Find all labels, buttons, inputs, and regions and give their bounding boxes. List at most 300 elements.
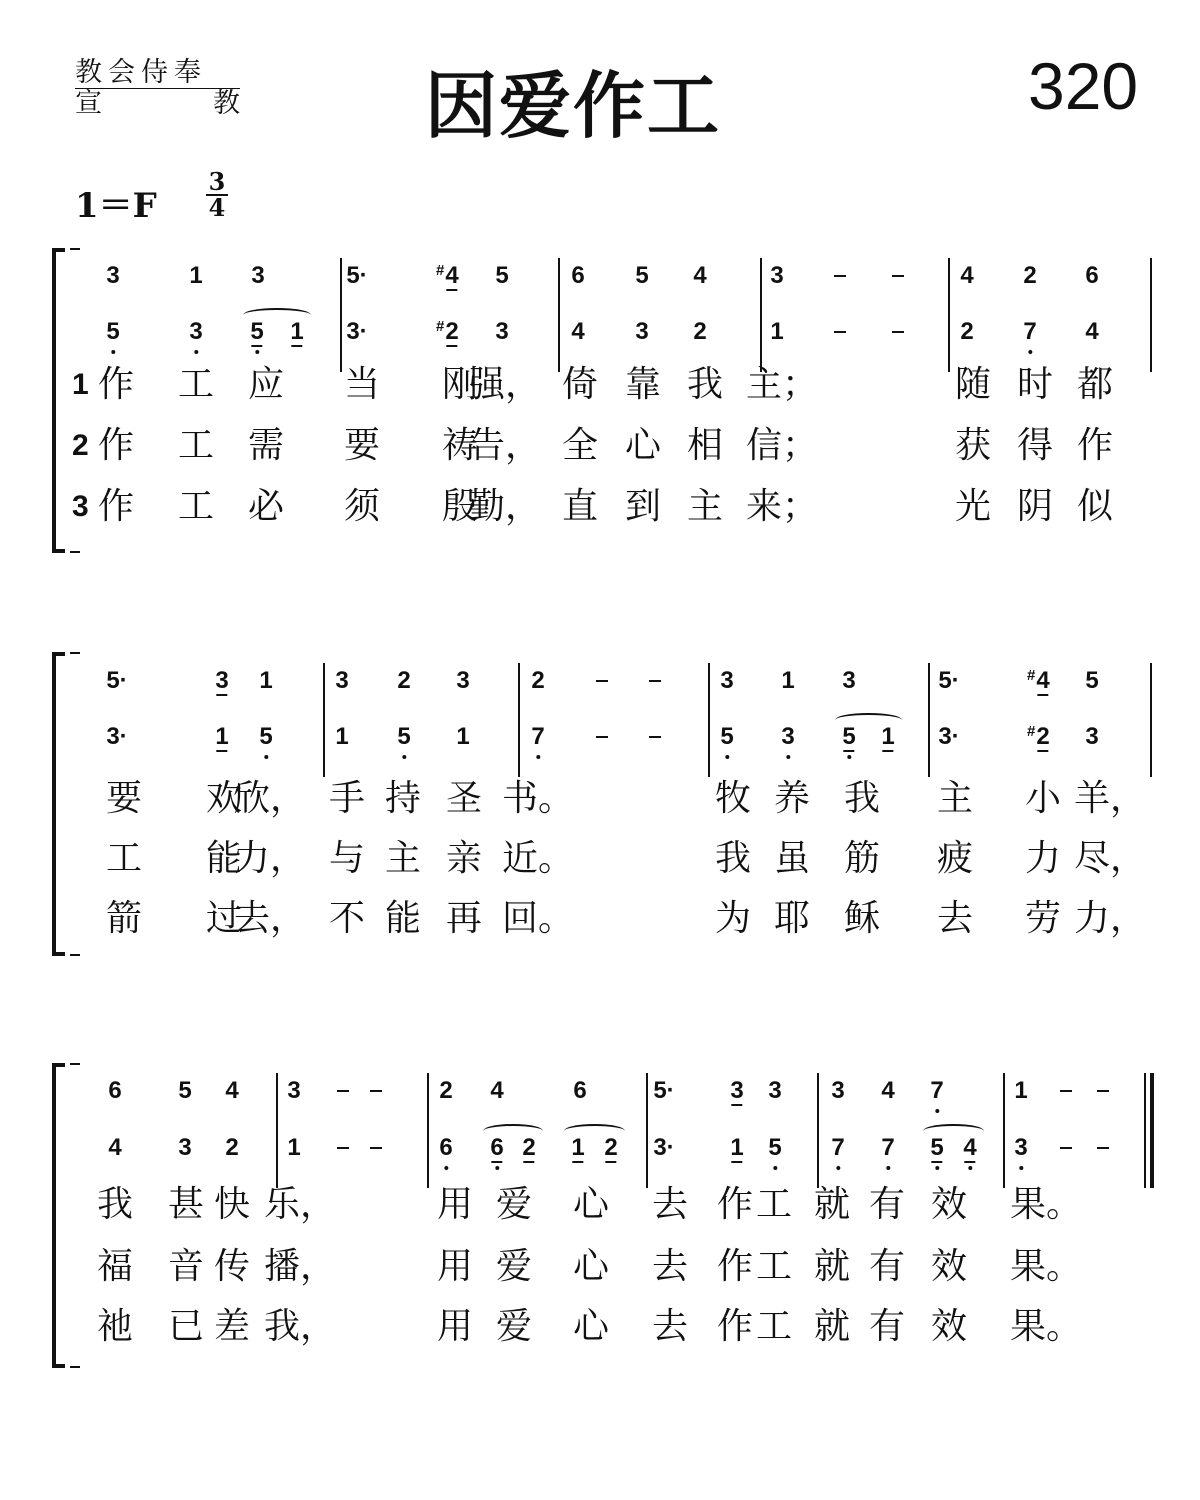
lyric-char: 需	[247, 425, 285, 466]
note-digit: 3	[730, 1077, 744, 1104]
lyric-char: 我，	[263, 1306, 337, 1347]
note	[531, 667, 544, 695]
lyric-char: 倚	[561, 364, 599, 405]
lyric-char: 直	[561, 486, 599, 527]
eighth-underline	[446, 289, 457, 291]
note	[531, 723, 544, 751]
note	[1026, 667, 1050, 695]
lyric-char: 主；	[745, 364, 819, 405]
hymn-title: 因爱作工	[425, 63, 722, 148]
note-digit: 3	[768, 1077, 782, 1104]
note-digit: 6	[571, 262, 585, 289]
lower-octave-dot	[968, 1166, 972, 1170]
note	[1023, 262, 1036, 290]
note	[178, 1077, 191, 1105]
note	[881, 1134, 894, 1162]
lower-octave-dot	[886, 1166, 890, 1170]
lower-octave-dot	[773, 1166, 777, 1170]
lower-octave-dot	[536, 755, 540, 759]
lyric-char: 劳	[1024, 898, 1062, 939]
note-digit: 2	[960, 318, 974, 345]
lyric-char: 应	[247, 364, 285, 405]
final-barline	[1144, 1073, 1146, 1188]
sharp-sign: #	[435, 318, 445, 335]
eighth-underline	[572, 1161, 583, 1163]
note	[106, 723, 127, 751]
note	[189, 318, 202, 346]
note-digit: 3	[770, 262, 784, 289]
note	[1085, 723, 1098, 751]
lyric-char: 去	[651, 1306, 689, 1347]
note-digit: 2	[693, 318, 707, 345]
lyric-char: 效	[930, 1306, 968, 1347]
note	[1085, 318, 1098, 346]
note-digit: 4	[225, 1077, 239, 1104]
lower-octave-dot	[935, 1109, 939, 1113]
note-digit: 2	[1036, 723, 1050, 750]
category-line-1: 教会侍奉	[75, 58, 240, 89]
lyric-char: 到	[624, 486, 662, 527]
note	[108, 1077, 121, 1105]
note-digit: 3	[189, 318, 203, 345]
lyric-char: 工	[105, 838, 143, 879]
hold-dash	[649, 736, 661, 738]
verse-number: 2	[72, 429, 89, 462]
note-digit: 4	[1036, 667, 1050, 694]
lyric-char: 差	[213, 1306, 251, 1347]
sharp-sign: #	[1026, 667, 1036, 684]
note-digit: 3	[720, 667, 734, 694]
note	[1026, 723, 1050, 751]
note	[250, 318, 263, 346]
note	[963, 1134, 976, 1162]
note	[259, 667, 272, 695]
lyric-char: 快	[213, 1184, 251, 1225]
lyric-char: 尽，	[1073, 838, 1147, 879]
lyric-char: 心	[572, 1246, 610, 1287]
note-digit: 2	[1023, 262, 1037, 289]
hold-dash	[834, 331, 846, 333]
lyric-char: 光	[954, 486, 992, 527]
note-digit: 5	[720, 723, 734, 750]
note-digit: 5	[178, 1077, 192, 1104]
lyric-char: 箭	[105, 898, 143, 939]
note-digit: 5	[106, 318, 120, 345]
lyric-char: 稣	[843, 898, 881, 939]
eighth-underline	[216, 694, 227, 696]
eighth-underline	[1037, 694, 1048, 696]
note-digit: 3	[456, 667, 470, 694]
lyric-char: 耶	[773, 898, 811, 939]
barline	[928, 663, 930, 777]
lower-octave-dot	[935, 1166, 939, 1170]
hold-dash	[337, 1090, 349, 1092]
lower-octave-dot	[847, 755, 851, 759]
note	[1085, 667, 1098, 695]
lyric-char: 力，	[233, 838, 307, 879]
lyric-char: 要	[343, 425, 381, 466]
note-digit: 6	[490, 1134, 504, 1161]
note	[439, 1134, 452, 1162]
final-barline	[1150, 1073, 1154, 1188]
lyric-char: 来；	[745, 486, 819, 527]
hold-dash	[1097, 1090, 1109, 1092]
lyric-char: 祂	[96, 1306, 134, 1347]
lyric-char: 祷	[441, 425, 479, 466]
lyric-char: 强，	[468, 364, 542, 405]
lyric-char: 都	[1076, 364, 1114, 405]
note-digit: 2	[604, 1134, 618, 1161]
note	[490, 1134, 503, 1162]
lyric-char: 书。	[501, 778, 575, 819]
note-digit: 1	[215, 723, 229, 750]
note	[178, 1134, 191, 1162]
note-digit: 3	[842, 667, 856, 694]
lyric-char: 随	[954, 364, 992, 405]
tie-slur	[835, 713, 902, 727]
lyric-char: 效	[930, 1246, 968, 1287]
lyric-char: 小	[1024, 778, 1062, 819]
lyric-char: 心	[624, 425, 662, 466]
note-digit: 5·	[938, 667, 960, 694]
lyric-char: 为	[714, 898, 752, 939]
lyric-char: 主	[686, 486, 724, 527]
lyric-char: 圣	[445, 778, 483, 819]
barline	[646, 1073, 648, 1188]
note-digit: 1	[287, 1134, 301, 1161]
note	[439, 1077, 452, 1105]
lyric-char: 作	[97, 364, 135, 405]
note-digit: 7	[531, 723, 545, 750]
lyric-char: 去	[651, 1246, 689, 1287]
hold-dash	[1060, 1147, 1072, 1149]
hold-dash	[892, 331, 904, 333]
lyric-char: 时	[1016, 364, 1054, 405]
note-digit: 5	[397, 723, 411, 750]
note	[346, 318, 367, 346]
note-digit: 3·	[938, 723, 960, 750]
note-digit: 5	[842, 723, 856, 750]
lyric-char: 工	[755, 1306, 793, 1347]
lyric-char: 我	[843, 778, 881, 819]
lyric-char: 我	[96, 1184, 134, 1225]
lyric-char: 作	[716, 1184, 754, 1225]
note	[106, 667, 127, 695]
note	[768, 1134, 781, 1162]
key-signature: 1＝F	[75, 186, 157, 226]
lower-octave-dot	[402, 755, 406, 759]
note-digit: 6	[108, 1077, 122, 1104]
note	[960, 262, 973, 290]
eighth-underline	[843, 750, 854, 752]
note-digit: 6	[1085, 262, 1099, 289]
sharp-sign: #	[435, 262, 445, 279]
barline	[340, 258, 342, 372]
hold-dash	[596, 736, 608, 738]
note-digit: 2	[522, 1134, 536, 1161]
note	[189, 262, 202, 290]
note	[495, 262, 508, 290]
note-digit: 3	[831, 1077, 845, 1104]
note-digit: 1	[881, 723, 895, 750]
note	[346, 262, 367, 290]
eighth-underline	[964, 1161, 975, 1163]
note	[435, 318, 459, 346]
note-digit: 4	[881, 1077, 895, 1104]
note	[635, 318, 648, 346]
note	[730, 1134, 743, 1162]
tie-slur	[243, 308, 311, 322]
lyric-char: 有	[868, 1246, 906, 1287]
eighth-underline	[882, 750, 893, 752]
note	[225, 1077, 238, 1105]
lyric-char: 羊，	[1073, 778, 1147, 819]
lyric-char: 乐，	[263, 1184, 337, 1225]
note-digit: 1	[770, 318, 784, 345]
lyric-char: 甚	[167, 1184, 205, 1225]
lyric-char: 虽	[773, 838, 811, 879]
note	[720, 667, 733, 695]
note	[693, 318, 706, 346]
lower-octave-dot	[786, 755, 790, 759]
note-digit: 2	[397, 667, 411, 694]
lyric-char: 当	[343, 364, 381, 405]
note	[720, 723, 733, 751]
time-signature	[206, 167, 228, 222]
note-digit: 5	[1085, 667, 1099, 694]
lyric-char: 手	[328, 778, 366, 819]
lyric-char: 福	[96, 1246, 134, 1287]
note-digit: 2	[445, 318, 459, 345]
lyric-char: 用	[436, 1306, 474, 1347]
note-digit: 4	[963, 1134, 977, 1161]
eighth-underline	[446, 345, 457, 347]
note	[108, 1134, 121, 1162]
note	[290, 318, 303, 346]
lyric-char: 就	[813, 1306, 851, 1347]
note	[1023, 318, 1036, 346]
lyric-char: 就	[813, 1184, 851, 1225]
lyric-char: 工	[177, 364, 215, 405]
lyric-char: 有	[868, 1306, 906, 1347]
lyric-char: 音	[167, 1246, 205, 1287]
note	[1014, 1077, 1027, 1105]
lyric-char: 刚	[441, 364, 479, 405]
lyric-char: 心	[572, 1306, 610, 1347]
note	[653, 1077, 674, 1105]
lyric-char: 主	[384, 838, 422, 879]
lyric-char: 亲	[445, 838, 483, 879]
note	[881, 723, 894, 751]
category-word: 宣	[75, 88, 102, 119]
lyric-char: 相	[686, 425, 724, 466]
lyric-char: 与	[328, 838, 366, 879]
sharp-sign: #	[1026, 723, 1036, 740]
lyric-char: 爱	[495, 1184, 533, 1225]
note	[106, 318, 119, 346]
hold-dash	[892, 275, 904, 277]
note-digit: 1	[781, 667, 795, 694]
barline	[1150, 663, 1152, 777]
note-digit: 6	[573, 1077, 587, 1104]
note-digit: 1	[189, 262, 203, 289]
note-digit: 1	[730, 1134, 744, 1161]
eighth-underline	[731, 1104, 742, 1106]
lyric-char: 工	[755, 1246, 793, 1287]
note	[938, 667, 959, 695]
lyric-char: 信；	[745, 425, 819, 466]
lower-octave-dot	[725, 755, 729, 759]
lyric-char: 效	[930, 1184, 968, 1225]
lyric-char: 勤，	[468, 486, 542, 527]
eighth-underline	[605, 1161, 616, 1163]
note	[522, 1134, 535, 1162]
lyric-char: 告，	[468, 425, 542, 466]
note-digit: 2	[439, 1077, 453, 1104]
note	[251, 262, 264, 290]
note	[490, 1077, 503, 1105]
barline	[1150, 258, 1152, 372]
lyric-char: 作	[97, 425, 135, 466]
note	[287, 1134, 300, 1162]
note	[435, 262, 459, 290]
lyric-char: 去，	[233, 898, 307, 939]
barline	[817, 1073, 819, 1188]
note-digit: 3	[635, 318, 649, 345]
note-digit: 1	[1014, 1077, 1028, 1104]
lyric-char: 牧	[714, 778, 752, 819]
lyric-char: 要	[105, 778, 143, 819]
lyric-char: 回。	[501, 898, 575, 939]
lyric-char: 养	[773, 778, 811, 819]
eighth-underline	[731, 1161, 742, 1163]
note-digit: 3·	[106, 723, 128, 750]
note	[106, 262, 119, 290]
note	[842, 723, 855, 751]
lyric-char: 能	[384, 898, 422, 939]
note	[770, 318, 783, 346]
barline	[948, 258, 950, 372]
note-digit: 5·	[653, 1077, 675, 1104]
lyric-char: 用	[436, 1184, 474, 1225]
hold-dash	[370, 1147, 382, 1149]
note-digit: 3	[335, 667, 349, 694]
note	[215, 667, 228, 695]
note-digit: 1	[290, 318, 304, 345]
lyric-char: 传	[213, 1246, 251, 1287]
lower-octave-dot	[495, 1166, 499, 1170]
lower-octave-dot	[255, 350, 259, 354]
note	[635, 262, 648, 290]
lyric-char: 有	[868, 1184, 906, 1225]
note-digit: 3	[495, 318, 509, 345]
note-digit: 1	[335, 723, 349, 750]
lyric-char: 果。	[1009, 1246, 1083, 1287]
note	[730, 1077, 743, 1105]
eighth-underline	[251, 345, 262, 347]
eighth-underline	[931, 1161, 942, 1163]
note-digit: 4	[960, 262, 974, 289]
note-digit: 3	[781, 723, 795, 750]
lower-octave-dot	[194, 350, 198, 354]
note-digit: 4	[693, 262, 707, 289]
note-digit: 5·	[106, 667, 128, 694]
note-digit: 3	[106, 262, 120, 289]
eighth-underline	[291, 345, 302, 347]
lower-octave-dot	[444, 1166, 448, 1170]
lyric-char: 作	[716, 1306, 754, 1347]
lyric-char: 工	[177, 425, 215, 466]
lower-octave-dot	[1028, 350, 1032, 354]
lyric-char: 力	[1024, 838, 1062, 879]
lyric-char: 已	[167, 1306, 205, 1347]
lyric-char: 获	[954, 425, 992, 466]
note	[930, 1134, 943, 1162]
lyric-char: 作	[716, 1246, 754, 1287]
note-digit: 2	[531, 667, 545, 694]
lyric-char: 欣，	[233, 778, 307, 819]
lower-octave-dot	[836, 1166, 840, 1170]
note	[571, 318, 584, 346]
note-digit: 5·	[346, 262, 368, 289]
note	[1085, 262, 1098, 290]
eighth-underline	[1037, 750, 1048, 752]
note	[781, 723, 794, 751]
hold-dash	[834, 275, 846, 277]
lower-octave-dot	[1019, 1166, 1023, 1170]
lyric-char: 必	[247, 486, 285, 527]
lyric-char: 持	[384, 778, 422, 819]
note	[938, 723, 959, 751]
note	[781, 667, 794, 695]
eighth-underline	[523, 1161, 534, 1163]
hold-dash	[1097, 1147, 1109, 1149]
hymn-number: 320	[1028, 49, 1139, 123]
note-digit: 4	[445, 262, 459, 289]
note-digit: 3	[287, 1077, 301, 1104]
hold-dash	[1060, 1090, 1072, 1092]
note	[495, 318, 508, 346]
system-bracket	[52, 652, 65, 956]
note-digit: 6	[439, 1134, 453, 1161]
lyric-char: 工	[755, 1184, 793, 1225]
note	[960, 318, 973, 346]
lyric-char: 播，	[263, 1246, 337, 1287]
note	[842, 667, 855, 695]
note	[768, 1077, 781, 1105]
eighth-underline	[216, 750, 227, 752]
lyric-char: 筋	[843, 838, 881, 879]
note	[571, 1134, 584, 1162]
lyric-char: 工	[177, 486, 215, 527]
note-digit: 4	[108, 1134, 122, 1161]
note-digit: 4	[571, 318, 585, 345]
note	[831, 1077, 844, 1105]
lyric-char: 用	[436, 1246, 474, 1287]
lyric-char: 主	[936, 778, 974, 819]
lyric-char: 靠	[624, 364, 662, 405]
note-digit: 7	[930, 1077, 944, 1104]
lyric-char: 去	[651, 1184, 689, 1225]
barline	[708, 663, 710, 777]
hold-dash	[370, 1090, 382, 1092]
lyric-char: 得	[1016, 425, 1054, 466]
lyric-char: 爱	[495, 1246, 533, 1287]
barline	[276, 1073, 278, 1188]
eighth-underline	[491, 1161, 502, 1163]
note-digit: 4	[490, 1077, 504, 1104]
note	[397, 667, 410, 695]
